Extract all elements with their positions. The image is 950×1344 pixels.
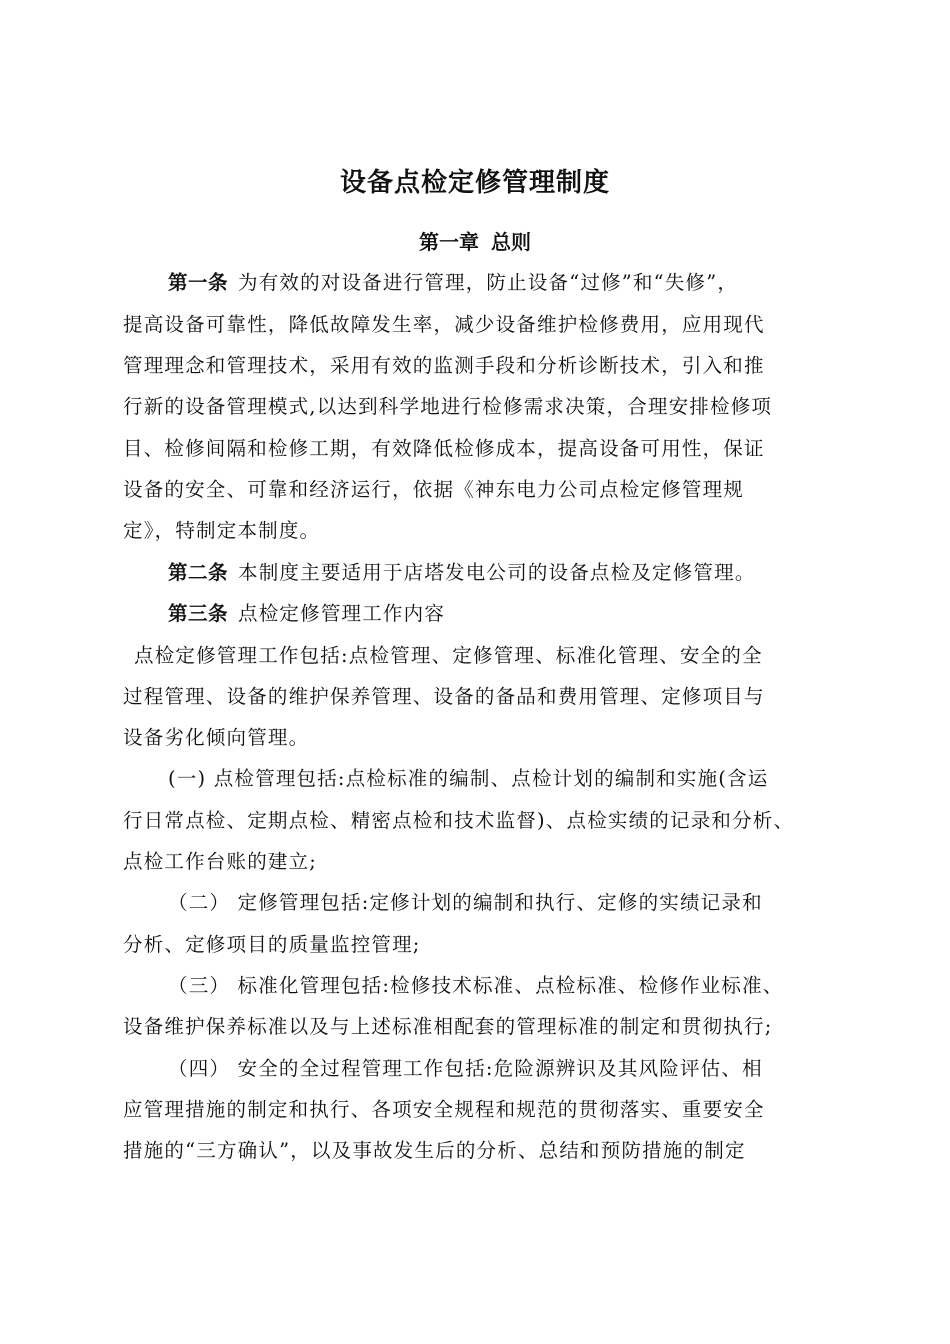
item-3-line-1: （三） 标准化管理包括:检修技术标准、点检标准、检修作业标准、 (168, 974, 784, 997)
article-3-body-line-3: 设备劣化倾向管理。 (123, 726, 310, 749)
item-4-line-1: （四） 安全的全过程管理工作包括:危险源辨识及其风险评估、相 (168, 1057, 763, 1080)
article-1-text: 为有效的对设备进行管理，防止设备“过修”和“失修”， (238, 271, 739, 294)
chapter-heading (0, 226, 950, 255)
item-1-line-3: 点检工作台账的建立; (123, 850, 318, 873)
item-4-line-3: 措施的“三方确认”，以及事故发生后的分析、总结和预防措施的制定 (123, 1139, 746, 1162)
chapter-name: 总则 (491, 230, 531, 254)
document-title: 设备点检定修管理制度 (339, 168, 610, 198)
article-1-line-6: 设备的安全、可靠和经济运行，依据《神东电力公司点检定修管理规 (123, 478, 745, 501)
article-2-text: 本制度主要适用于店塔发电公司的设备点检及定修管理。 (238, 561, 756, 584)
article-1-line-3: 管理理念和管理技术，采用有效的监测手段和分析诊断技术，引入和推 (123, 354, 765, 377)
item-1-line-1: (一) 点检管理包括:点检标准的编制、点检计划的编制和实施(含运 (168, 767, 769, 790)
chapter-number: 第一章 (419, 230, 479, 254)
article-3-body-line-2: 过程管理、设备的维护保养管理、设备的备品和费用管理、定修项目与 (123, 685, 765, 708)
article-3-line (168, 601, 445, 627)
article-3-body-line-1: 点检定修管理工作包括:点检管理、定修管理、标准化管理、安全的全 (134, 644, 763, 667)
article-1-line-1 (168, 270, 738, 296)
item-1-line-2: 行日常点检、定期点检、精密点检和技术监督)、点检实绩的记录和分析、 (123, 809, 795, 832)
article-1-line-2: 提高设备可靠性，降低故障发生率，减少设备维护检修费用，应用现代 (123, 313, 765, 336)
article-2-line (168, 560, 756, 586)
item-4-line-2: 应管理措施的制定和执行、各项安全规程和规范的贯彻落实、重要安全 (123, 1098, 765, 1121)
article-3-label: 第三条 (168, 602, 229, 625)
article-2-label: 第二条 (168, 561, 229, 584)
article-1-line-7: 定》，特制定本制度。 (123, 519, 321, 542)
article-1-line-4: 行新的设备管理模式,以达到科学地进行检修需求决策，合理安排检修项 (123, 395, 773, 418)
article-3-text: 点检定修管理工作内容 (238, 602, 446, 625)
item-2-line-1: （二） 定修管理包括:定修计划的编制和执行、定修的实绩记录和 (168, 891, 763, 914)
item-3-line-2: 设备维护保养标准以及与上述标准相配套的管理标准的制定和贯彻执行; (123, 1015, 773, 1038)
article-1-line-5: 目、检修间隔和检修工期，有效降低检修成本，提高设备可用性，保证 (123, 437, 765, 460)
article-1-label: 第一条 (168, 271, 229, 294)
item-2-line-2: 分析、定修项目的质量监控管理; (123, 933, 421, 956)
